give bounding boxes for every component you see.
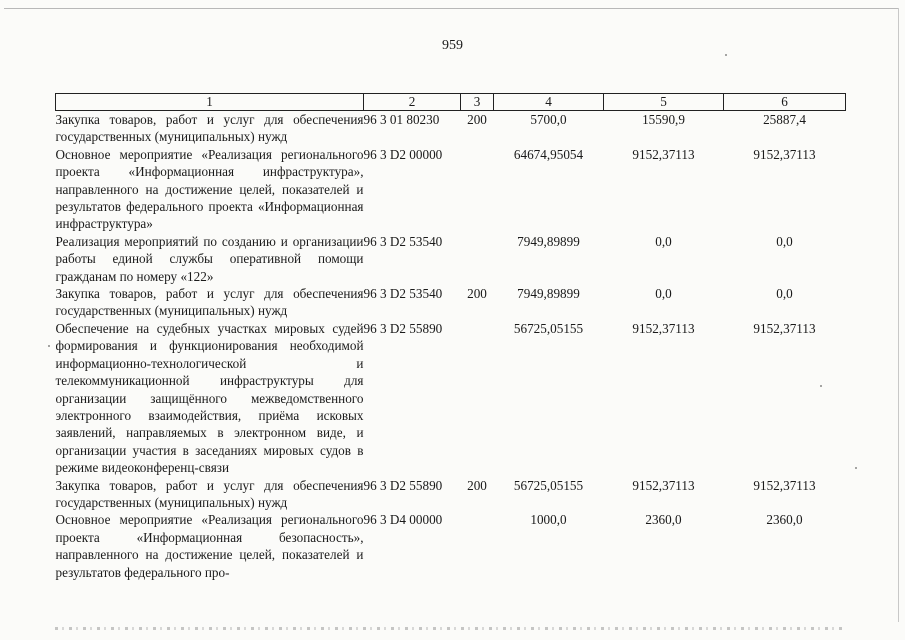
table-row (56, 320, 846, 477)
column-header-3: 3 (461, 94, 494, 111)
row-expense-type (461, 233, 494, 285)
row-value-col4: 56725,05155 (513, 320, 584, 336)
scan-speck (48, 345, 50, 347)
row-name: Реализация мероприятий по созданию и организации работы единой службы оперативной помощи гражданам по номеру «122» (55, 233, 364, 284)
scan-speck (855, 467, 857, 469)
row-expense-type (461, 320, 494, 477)
row-value-col4: 7949,89899 (517, 233, 580, 249)
row-expense-type (461, 146, 494, 233)
table-row (56, 111, 846, 146)
row-name: Закупка товаров, работ и услуг для обеспечения государственных (муниципальных) нужд (55, 112, 364, 145)
row-value-col6: 0,0 (776, 233, 793, 249)
row-value-col5: 9152,37113 (632, 146, 695, 162)
scan-speck (820, 385, 822, 387)
row-value-col4: 7949,89899 (517, 286, 580, 302)
row-value-col5: 0,0 (655, 233, 672, 249)
row-classification-code: 96 3 D2 53540 (363, 233, 443, 249)
row-expense-type: 200 (467, 477, 487, 493)
column-header-2: 2 (364, 94, 461, 111)
row-classification-code: 96 3 D4 00000 (363, 512, 443, 528)
row-value-col6: 25887,4 (763, 112, 806, 127)
scan-speck (725, 54, 727, 56)
column-header-1: 1 (56, 94, 364, 111)
row-value-col6: 0,0 (776, 286, 793, 302)
row-value-col4: 1000,0 (530, 512, 567, 528)
row-value-col5: 0,0 (655, 286, 672, 302)
column-header-5: 5 (604, 94, 724, 111)
row-value-col4: 5700,0 (530, 112, 567, 127)
row-name: Закупка товаров, работ и услуг для обеспечения государственных (муниципальных) нужд (55, 477, 364, 510)
table-row (56, 511, 846, 581)
row-name: Закупка товаров, работ и услуг для обеспечения государственных (муниципальных) нужд (55, 286, 364, 319)
scan-edge-top (4, 8, 899, 9)
scan-edge-right (898, 8, 899, 622)
row-value-col6: 9152,37113 (753, 477, 816, 493)
row-value-col5: 15590,9 (642, 112, 685, 127)
row-classification-code: 96 3 D2 55890 (363, 477, 443, 493)
row-classification-code: 96 3 D2 55890 (363, 320, 443, 336)
scan-noise-strip (55, 627, 845, 630)
row-expense-type: 200 (467, 286, 487, 302)
table-row (56, 477, 846, 512)
row-name: Обеспечение на судебных участках мировых судей формирования и функционирования необходимой информационно-технологической и телекоммуникационной инфраструктуры для организации защищённого межведомственного электронного взаимодействия, приёма исковых заявлений, направляемых в электронном виде, и организации участия в заседаниях мировых судов в режиме видеоконференц-связи (55, 320, 364, 476)
row-value-col5: 9152,37113 (632, 477, 695, 493)
row-classification-code: 96 3 D2 00000 (363, 146, 443, 162)
column-header-4: 4 (494, 94, 604, 111)
row-name: Основное мероприятие «Реализация регионального проекта «Информационная безопасность», направленного на достижение целей, показателей и результатов федерального про- (55, 512, 364, 580)
row-value-col5: 9152,37113 (632, 320, 695, 336)
page-number: 959 (442, 38, 463, 53)
row-value-col6: 9152,37113 (753, 320, 816, 336)
row-name: Основное мероприятие «Реализация регионального проекта «Информационная инфраструктура», направленного на достижение целей, показателей и результатов федерального проекта «Информационная инфраструктура» (55, 146, 364, 232)
table-row (56, 233, 846, 285)
table-header-row (56, 94, 846, 111)
row-expense-type: 200 (467, 112, 487, 127)
row-expense-type (461, 511, 494, 581)
budget-table (55, 93, 846, 581)
row-classification-code: 96 3 D2 53540 (363, 286, 443, 302)
row-value-col4: 64674,95054 (513, 146, 584, 162)
row-value-col5: 2360,0 (645, 512, 682, 528)
table-row (56, 146, 846, 233)
row-classification-code: 96 3 01 80230 (363, 112, 440, 127)
table-row (56, 285, 846, 320)
row-value-col6: 9152,37113 (753, 146, 816, 162)
column-header-6: 6 (724, 94, 846, 111)
row-value-col6: 2360,0 (766, 512, 803, 528)
row-value-col4: 56725,05155 (513, 477, 584, 493)
